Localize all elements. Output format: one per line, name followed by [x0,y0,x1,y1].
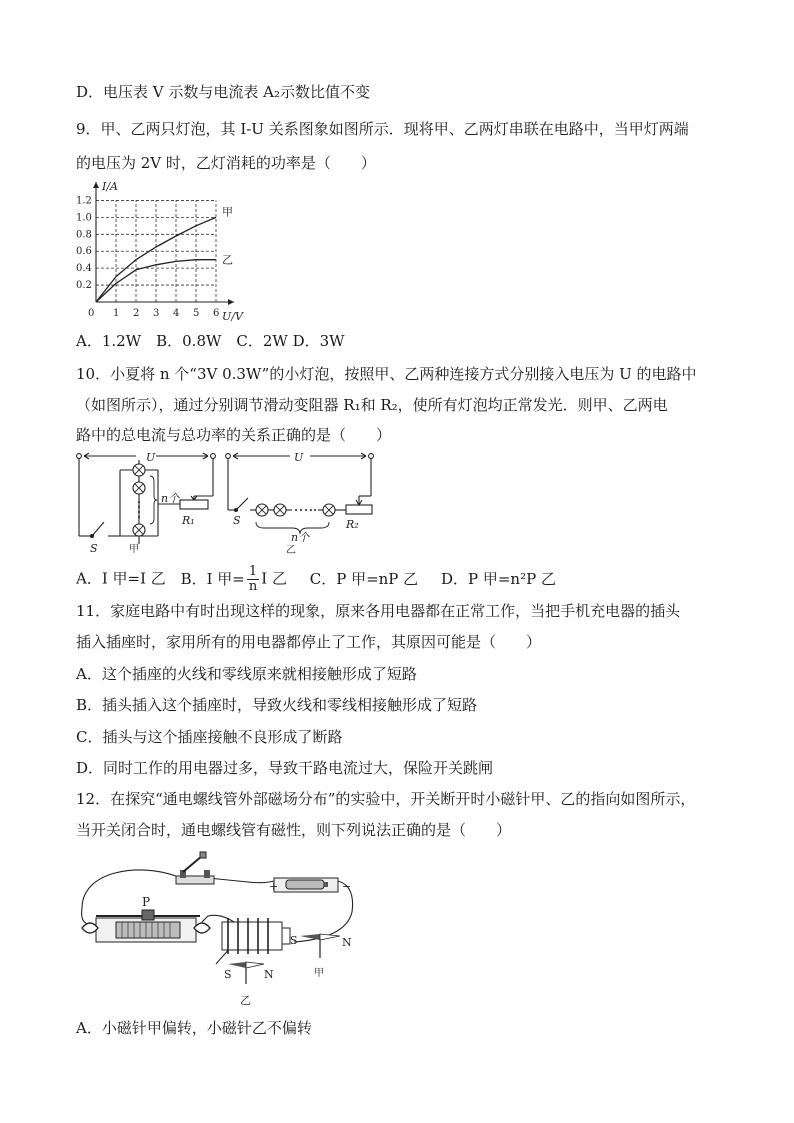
voltage-label-u: U [294,451,304,464]
x-tick-label: 5 [193,308,200,319]
q11-stem-line1: 11．家庭电路中有时出现这样的现象，原来各用电器都在正常工作，当把手机充电器的插头 [76,602,681,620]
n-lamps-label: n个 [161,492,180,505]
fraction-one-over-n: $\frac{1}{n}$ [248,564,258,594]
x-tick-label: 3 [153,308,160,319]
n-lamps-label: n个 [291,531,310,544]
y-tick-label: 1.2 [76,195,92,207]
q11-stem-line2: 插入插座时，家用所有的用电器都停止了工作，其原因可能是（ ） [76,633,542,651]
y-tick-label: 1.0 [76,212,92,224]
q10-option-a: A．I 甲=I 乙 [76,569,166,588]
x-axis-arrow [228,299,234,305]
q10-stem-line1: 10．小夏将 n 个“3V 0.3W”的小灯泡，按照甲、乙两种连接方式分别接入电压为 U 的电路中 [76,365,697,383]
battery-minus-label: − [342,880,352,893]
q12-stem-line2: 当开关闭合时，通电螺线管有磁性，则下列说法正确的是（ ） [76,821,512,839]
q10-option-b-suffix: I 乙 [261,569,287,588]
q10-options [76,565,556,594]
needle-yi-s: S [224,968,232,981]
compass-needle-yi [224,962,274,1007]
solenoid [222,918,290,954]
q9-stem-line1: 9．甲、乙两只灯泡，其 I-U 关系图象如图所示．现将甲、乙两灯串联在电路中，当甲灯两端 [76,120,689,138]
y-tick-label: 0.8 [76,229,92,241]
circuit-name-yi: 乙 [286,545,296,556]
y-tick-label: 0.4 [76,263,92,275]
voltage-label-u: U [146,451,156,464]
y-axis-arrow [93,182,99,188]
knife-switch [176,852,214,884]
y-tick-label: 0.2 [76,280,92,292]
x-tick-label: 4 [173,308,180,319]
series-label-yi: 乙 [222,253,233,267]
iu-chart [70,180,243,328]
x-tick-label: 6 [213,308,220,319]
q11-option-a: A．这个插座的火线和零线原来就相接触形成了短路 [76,665,417,683]
circuit-name-jia: 甲 [129,544,139,555]
q11-option-d: D．同时工作的用电器过多，导致干路电流过大，保险开关跳闸 [76,759,494,777]
q10-stem-line2: （如图所示），通过分别调节滑动变阻器 R₁和 R₂，使所有灯泡均正常发光．则甲、乙两电 [76,396,668,414]
rheostat-label-r1: R₁ [182,514,195,527]
y-axis-label: I/A [102,180,118,193]
x-tick-label: 0 [88,308,95,319]
x-axis-label: U/V [222,310,243,323]
circuit-yi [222,448,380,556]
q10-option-c: C．P 甲=nP 乙 [309,569,419,588]
series-label-jia: 甲 [222,205,233,219]
slider-label-p: P [142,895,151,909]
needle-jia-s: S [290,934,298,947]
compass-needle-jia [290,934,352,979]
sliding-rheostat [82,895,210,942]
q10-option-d: D．P 甲=n²P 乙 [440,569,556,588]
needle-jia-label: 甲 [314,968,324,979]
y-tick-label: 0.6 [76,246,92,258]
switch-label-s: S [90,542,98,555]
battery [269,878,351,893]
q11-option-c: C．插头与这个插座接触不良形成了断路 [76,728,343,746]
x-tick-label: 1 [113,308,120,319]
circuit-jia [72,448,222,556]
q10-option-b-prefix: B．I 甲= [180,569,245,588]
x-tick-label: 2 [133,308,140,319]
needle-jia-n: N [342,936,352,949]
battery-plus-label: + [269,880,279,893]
rheostat-label-r2: R₂ [346,518,359,531]
q9-options: A．1.2W B．0.8W C．2W D．3W [76,332,345,350]
q8-option-d: D．电压表 V 示数与电流表 A₂示数比值不变 [76,83,371,101]
q11-option-b: B．插头插入这个插座时，导致火线和零线相接触形成了短路 [76,696,478,714]
needle-yi-n: N [264,968,274,981]
solenoid-experiment-figure [76,852,358,1008]
q12-option-a: A．小磁针甲偏转，小磁针乙不偏转 [76,1019,312,1037]
q12-stem-line1: 12．在探究“通电螺线管外部磁场分布”的实验中，开关断开时小磁针甲、乙的指向如图所示， [76,790,696,808]
needle-yi-label: 乙 [240,994,251,1007]
switch-label-s: S [233,514,241,527]
q10-stem-line3: 路中的总电流与总功率的关系正确的是（ ） [76,426,392,444]
q9-stem-line2: 的电压为 2V 时，乙灯消耗的功率是（ ） [76,154,376,172]
